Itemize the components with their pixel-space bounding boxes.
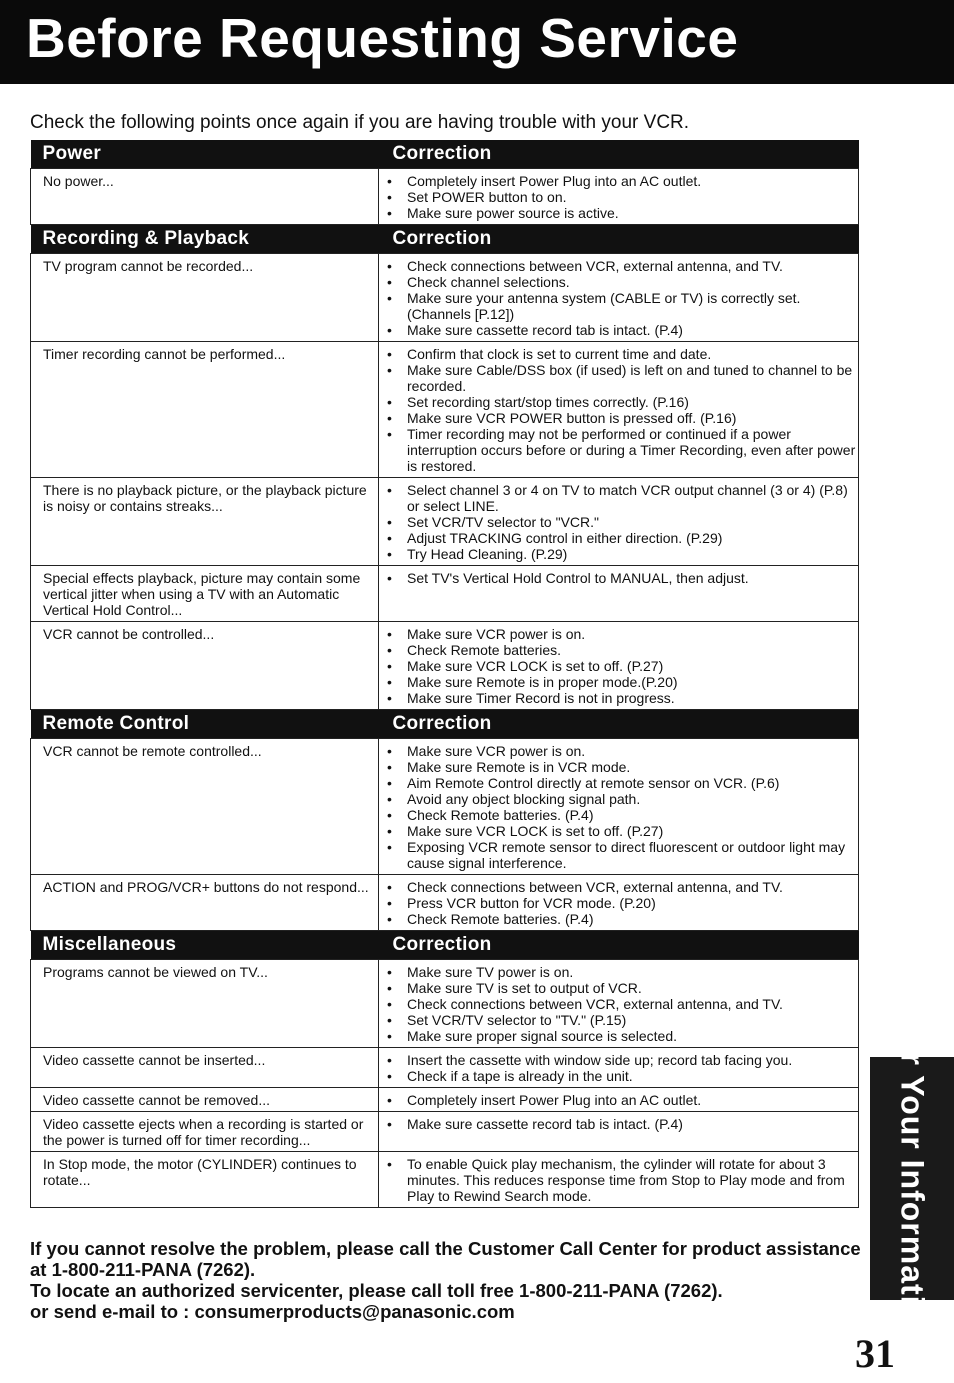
- correction-cell: [379, 566, 859, 622]
- side-tab-label: For Your Information: [894, 1010, 931, 1347]
- servicenter-text: To locate an authorized servicenter, please call toll free 1-800-211-PANA (7262).: [30, 1280, 723, 1301]
- problem-cell: Programs cannot be viewed on TV...: [31, 960, 379, 1048]
- correction-list: [383, 1116, 856, 1132]
- list-item: • Make sure Cable/DSS box (if used) is left on and tuned to channel to be recorded.: [383, 362, 856, 394]
- intro-text: Check the following points once again if you are having trouble with your VCR.: [30, 112, 690, 133]
- list-item: • Check Remote batteries. (P.4): [383, 911, 856, 927]
- table-row: [31, 739, 859, 875]
- problem-cell: VCR cannot be controlled...: [31, 622, 379, 710]
- correction-list: [383, 1052, 856, 1084]
- section-title: Power: [31, 140, 379, 169]
- correction-heading: Correction: [379, 931, 859, 960]
- customer-call-center-text: If you cannot resolve the problem, please call the Customer Call Center for product assistance at 1-800-211-PANA (7262).: [30, 1238, 861, 1280]
- table-row: [31, 478, 859, 566]
- list-item: • Set recording start/stop times correctly. (P.16): [383, 394, 856, 410]
- correction-cell: [379, 875, 859, 931]
- page-title: Before Requesting Service: [26, 7, 739, 69]
- list-item: • Check if a tape is already in the unit.: [383, 1068, 856, 1084]
- problem-cell: There is no playback picture, or the playback picture is noisy or contains streaks...: [31, 478, 379, 566]
- correction-list: [383, 1092, 856, 1108]
- table-row: [31, 254, 859, 342]
- problem-cell: Special effects playback, picture may contain some vertical jitter when using a TV with an Automatic Vertical Hold Control...: [31, 566, 379, 622]
- list-item: • Check connections between VCR, external antenna, and TV.: [383, 879, 856, 895]
- table-row: [31, 875, 859, 931]
- correction-cell: [379, 254, 859, 342]
- correction-cell: [379, 622, 859, 710]
- list-item: • Set TV's Vertical Hold Control to MANUAL, then adjust.: [383, 570, 856, 586]
- problem-cell: Video cassette cannot be removed...: [31, 1088, 379, 1112]
- table-row: [31, 1152, 859, 1208]
- section-header-row: [31, 225, 859, 254]
- side-tab: [870, 1010, 954, 1347]
- table-row: [31, 342, 859, 478]
- list-item: • Make sure TV is set to output of VCR.: [383, 980, 856, 996]
- correction-list: [383, 743, 856, 871]
- list-item: • Insert the cassette with window side up; record tab facing you.: [383, 1052, 856, 1068]
- table-row: [31, 960, 859, 1048]
- title-bar: [0, 0, 954, 84]
- list-item: • Set VCR/TV selector to "TV." (P.15): [383, 1012, 856, 1028]
- correction-cell: [379, 342, 859, 478]
- list-item: • Set VCR/TV selector to "VCR.": [383, 514, 856, 530]
- correction-list: [383, 879, 856, 927]
- correction-list: [383, 173, 856, 221]
- list-item: • Check Remote batteries.: [383, 642, 856, 658]
- list-item: • Make sure cassette record tab is intact. (P.4): [383, 322, 856, 338]
- list-item: • Select channel 3 or 4 on TV to match VCR output channel (3 or 4) (P.8) or select LINE.: [383, 482, 856, 514]
- list-item: • To enable Quick play mechanism, the cylinder will rotate for about 3 minutes. This reduces response time from Stop to Play mode and from Play to Rewind Search mode.: [383, 1156, 856, 1204]
- list-item: • Make sure Remote is in proper mode.(P.20): [383, 674, 856, 690]
- list-item: • Check channel selections.: [383, 274, 856, 290]
- section-title: Recording & Playback: [31, 225, 379, 254]
- list-item: • Check connections between VCR, external antenna, and TV.: [383, 258, 856, 274]
- page-number: 31: [855, 1331, 895, 1376]
- problem-cell: No power...: [31, 169, 379, 225]
- table-row: [31, 169, 859, 225]
- list-item: • Make sure VCR LOCK is set to off. (P.27): [383, 658, 856, 674]
- correction-cell: [379, 739, 859, 875]
- problem-cell: Video cassette cannot be inserted...: [31, 1048, 379, 1088]
- correction-cell: [379, 1112, 859, 1152]
- problem-cell: VCR cannot be remote controlled...: [31, 739, 379, 875]
- list-item: • Make sure VCR power is on.: [383, 743, 856, 759]
- correction-heading: Correction: [379, 225, 859, 254]
- list-item: • Make sure proper signal source is selected.: [383, 1028, 856, 1044]
- correction-cell: [379, 1152, 859, 1208]
- problem-cell: Video cassette ejects when a recording is started or the power is turned off for timer recording...: [31, 1112, 379, 1152]
- troubleshooting-table: [30, 140, 859, 1208]
- section-header-row: [31, 931, 859, 960]
- troubleshooting-table-wrap: [30, 140, 858, 1208]
- list-item: • Set POWER button to on.: [383, 189, 856, 205]
- list-item: • Aim Remote Control directly at remote sensor on VCR. (P.6): [383, 775, 856, 791]
- table-row: [31, 566, 859, 622]
- problem-cell: ACTION and PROG/VCR+ buttons do not respond...: [31, 875, 379, 931]
- table-row: [31, 1112, 859, 1152]
- section-header-row: [31, 140, 859, 169]
- list-item: • Adjust TRACKING control in either direction. (P.29): [383, 530, 856, 546]
- correction-list: [383, 482, 856, 562]
- service-contact: [30, 1238, 870, 1322]
- list-item: • Make sure TV power is on.: [383, 964, 856, 980]
- table-row: [31, 1048, 859, 1088]
- list-item: • Try Head Cleaning. (P.29): [383, 546, 856, 562]
- correction-list: [383, 964, 856, 1044]
- correction-list: [383, 346, 856, 474]
- list-item: • Make sure VCR power is on.: [383, 626, 856, 642]
- section-title: Remote Control: [31, 710, 379, 739]
- list-item: • Completely insert Power Plug into an AC outlet.: [383, 1092, 856, 1108]
- list-item: • Make sure Remote is in VCR mode.: [383, 759, 856, 775]
- correction-cell: [379, 478, 859, 566]
- list-item: • Make sure your antenna system (CABLE or TV) is correctly set. (Channels [P.12]): [383, 290, 856, 322]
- table-row: [31, 622, 859, 710]
- problem-cell: TV program cannot be recorded...: [31, 254, 379, 342]
- list-item: • Make sure Timer Record is not in progress.: [383, 690, 856, 706]
- list-item: • Confirm that clock is set to current time and date.: [383, 346, 856, 362]
- section-header-row: [31, 710, 859, 739]
- troubleshooting-body: [31, 140, 859, 1208]
- email-text: or send e-mail to : consumerproducts@panasonic.com: [30, 1301, 515, 1322]
- table-row: [31, 1088, 859, 1112]
- list-item: • Completely insert Power Plug into an AC outlet.: [383, 173, 856, 189]
- correction-list: [383, 258, 856, 338]
- list-item: • Check connections between VCR, external antenna, and TV.: [383, 996, 856, 1012]
- problem-cell: Timer recording cannot be performed...: [31, 342, 379, 478]
- list-item: • Timer recording may not be performed or continued if a power interruption occurs before or during a Timer Recording, even after power is restored.: [383, 426, 856, 474]
- correction-heading: Correction: [379, 710, 859, 739]
- list-item: • Make sure VCR LOCK is set to off. (P.27): [383, 823, 856, 839]
- list-item: • Press VCR button for VCR mode. (P.20): [383, 895, 856, 911]
- list-item: • Make sure VCR POWER button is pressed off. (P.16): [383, 410, 856, 426]
- correction-list: [383, 570, 856, 586]
- correction-cell: [379, 1048, 859, 1088]
- list-item: • Make sure power source is active.: [383, 205, 856, 221]
- correction-list: [383, 1156, 856, 1204]
- problem-cell: In Stop mode, the motor (CYLINDER) continues to rotate...: [31, 1152, 379, 1208]
- list-item: • Make sure cassette record tab is intact. (P.4): [383, 1116, 856, 1132]
- correction-cell: [379, 960, 859, 1048]
- list-item: • Check Remote batteries. (P.4): [383, 807, 856, 823]
- correction-cell: [379, 169, 859, 225]
- list-item: • Avoid any object blocking signal path.: [383, 791, 856, 807]
- list-item: • Exposing VCR remote sensor to direct fluorescent or outdoor light may cause signal interference.: [383, 839, 856, 871]
- correction-cell: [379, 1088, 859, 1112]
- correction-list: [383, 626, 856, 706]
- section-title: Miscellaneous: [31, 931, 379, 960]
- correction-heading: Correction: [379, 140, 859, 169]
